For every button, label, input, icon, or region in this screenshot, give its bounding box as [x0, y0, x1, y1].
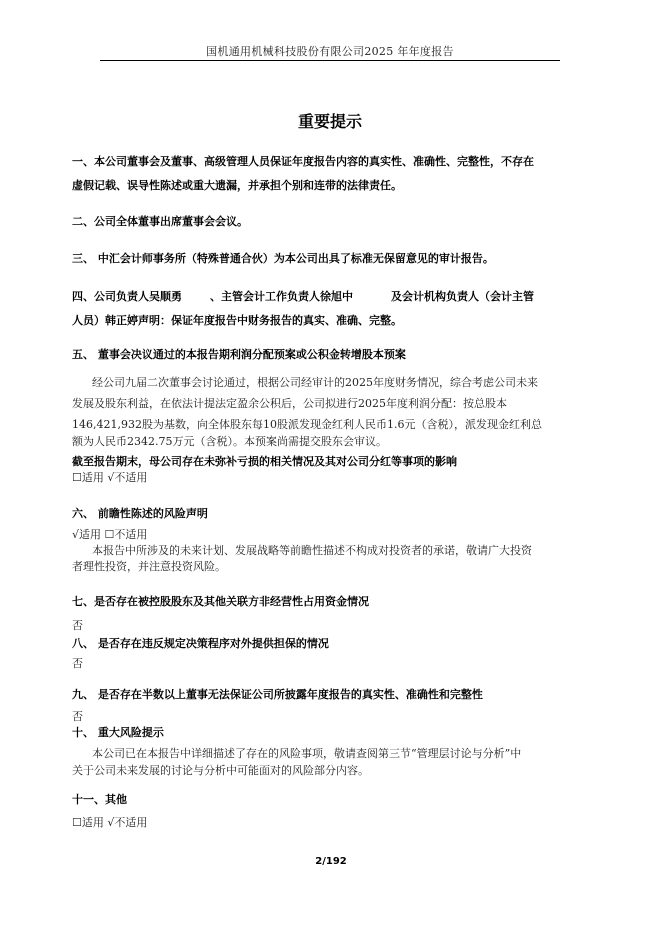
section-4-line-1	[72, 289, 568, 305]
section-9-heading: 九、 是否存在半数以上董事无法保证公司所披露年度报告的真实性、准确性和完整性	[72, 688, 483, 701]
section-5-paragraph-line-2: 发展及股东利益，在依法计提法定盈余公积后，公司拟进行2025年度利润分配：按总股本	[72, 397, 507, 410]
section-5-sub-heading: 截至报告期末，母公司存在未弥补亏损的相关情况及其对公司分红等事项的影响	[72, 455, 457, 468]
section-4-part-3: 及会计机构负责人（会计主管	[391, 290, 534, 303]
section-4-part-1: 四、公司负责人吴顺勇	[72, 290, 182, 303]
section-11-heading: 十一、其他	[72, 793, 127, 806]
section-5-applicable-option: ☐适用 √不适用	[72, 471, 148, 484]
section-1-line-1: 一、本公司董事会及董事、高级管理人员保证年度报告内容的真实性、准确性、完整性，不存在	[72, 155, 534, 168]
section-10-paragraph-line-1: 本公司已在本报告中详细描述了存在的风险事项，敬请查阅第三节“管理层讨论与分析”中	[92, 747, 522, 760]
section-8-heading: 八、 是否存在违反规定决策程序对外提供担保的情况	[72, 637, 329, 650]
section-5-paragraph-line-3: 146,421,932股为基数，向全体股东每10股派发现金红利人民币1.6元（含税），派发现金红利总	[72, 418, 542, 431]
section-5-paragraph-line-4: 额为人民币2342.75万元（含税）。本预案尚需提交股东会审议。	[72, 435, 387, 448]
page-title: 重要提示	[297, 112, 362, 131]
section-4-part-2: 、主管会计工作负责人徐旭中	[210, 290, 353, 303]
section-1-line-2: 虚假记载、误导性陈述或重大遗漏，并承担个别和连带的法律责任。	[72, 179, 402, 192]
section-6-applicable-option: √适用 ☐不适用	[72, 528, 148, 541]
section-5-paragraph-line-1: 经公司九届二次董事会讨论通过，根据公司经审计的2025年度财务情况，综合考虑公司未来	[92, 376, 538, 389]
section-6-paragraph-line-2: 者理性投资，并注意投资风险。	[72, 560, 226, 573]
section-7-heading: 七、是否存在被控股股东及其他关联方非经营性占用资金情况	[72, 595, 369, 608]
header-rule	[100, 60, 560, 61]
section-10-heading: 十、 重大风险提示	[72, 726, 164, 739]
section-9-answer: 否	[72, 710, 83, 723]
section-11-applicable-option: ☐适用 √不适用	[72, 816, 148, 829]
section-6-heading: 六、 前瞻性陈述的风险声明	[72, 507, 208, 520]
section-4-line-2: 人员）韩正婷声明：保证年度报告中财务报告的真实、准确、完整。	[72, 314, 402, 327]
section-5-heading: 五、 董事会决议通过的本报告期利润分配预案或公积金转增股本预案	[72, 348, 406, 361]
section-3: 三、 中汇会计师事务所（特殊普通合伙）为本公司出具了标准无保留意见的审计报告。	[72, 252, 494, 265]
page-number: 2/192	[315, 856, 347, 867]
section-10-paragraph-line-2: 关于公司未来发展的讨论与分析中可能面对的风险部分内容。	[72, 764, 369, 777]
section-7-answer: 否	[72, 619, 83, 632]
running-header: 国机通用机械科技股份有限公司2025 年年度报告	[206, 45, 454, 58]
section-8-answer: 否	[72, 657, 83, 670]
section-2: 二、公司全体董事出席董事会会议。	[72, 215, 248, 228]
section-6-paragraph-line-1: 本报告中所涉及的未来计划、发展战略等前瞻性描述不构成对投资者的承诺，敬请广大投资	[92, 544, 532, 557]
